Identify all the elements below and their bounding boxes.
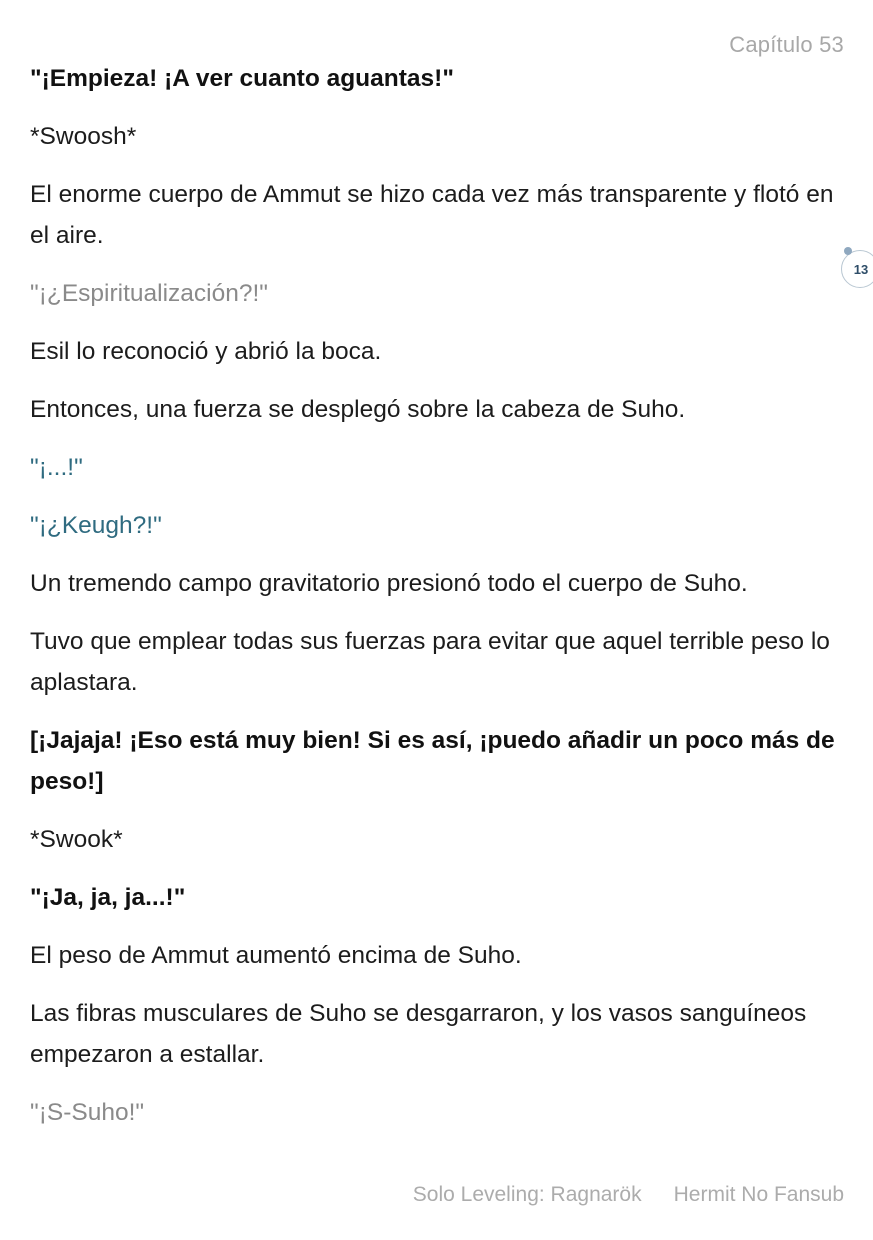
- paragraph: *Swoosh*: [30, 123, 137, 150]
- paragraph: [¡Jajaja! ¡Eso está muy bien! Si es así, ¡puedo añadir un poco más de peso!]: [30, 727, 835, 795]
- paragraph: Un tremendo campo gravitatorio presionó todo el cuerpo de Suho.: [30, 570, 748, 597]
- page-marker-number: 13: [853, 261, 869, 277]
- paragraph: "¡¿Keugh?!": [30, 512, 162, 539]
- paragraph: "¡Ja, ja, ja...!": [30, 884, 186, 911]
- paragraph: "¡...!": [30, 454, 83, 481]
- paragraph: "¡Empieza! ¡A ver cuanto aguantas!": [30, 65, 454, 92]
- paragraph: El enorme cuerpo de Ammut se hizo cada vez más transparente y flotó en el aire.: [30, 181, 834, 249]
- translator-credit: Hermit No Fansub: [673, 1183, 844, 1206]
- paragraph: Tuvo que emplear todas sus fuerzas para evitar que aquel terrible peso lo aplastara.: [30, 628, 830, 696]
- page-marker-button[interactable]: [841, 250, 873, 288]
- paragraph: Las fibras musculares de Suho se desgarraron, y los vasos sanguíneos empezaron a estallar.: [30, 1000, 807, 1068]
- reader-content: [30, 58, 845, 1150]
- chapter-title: Capítulo 53: [729, 32, 844, 57]
- paragraph: *Swook*: [30, 826, 123, 853]
- paragraph: El peso de Ammut aumentó encima de Suho.: [30, 942, 522, 969]
- paragraph: "¡¿Espiritualización?!": [30, 280, 268, 307]
- book-title: Solo Leveling: Ragnarök: [412, 1183, 642, 1206]
- marker-dot-icon: [844, 247, 852, 255]
- footer: [413, 1183, 844, 1207]
- paragraph: Entonces, una fuerza se desplegó sobre la cabeza de Suho.: [30, 396, 686, 423]
- paragraph: "¡S-Suho!": [30, 1099, 145, 1126]
- paragraph: Esil lo reconoció y abrió la boca.: [30, 338, 382, 365]
